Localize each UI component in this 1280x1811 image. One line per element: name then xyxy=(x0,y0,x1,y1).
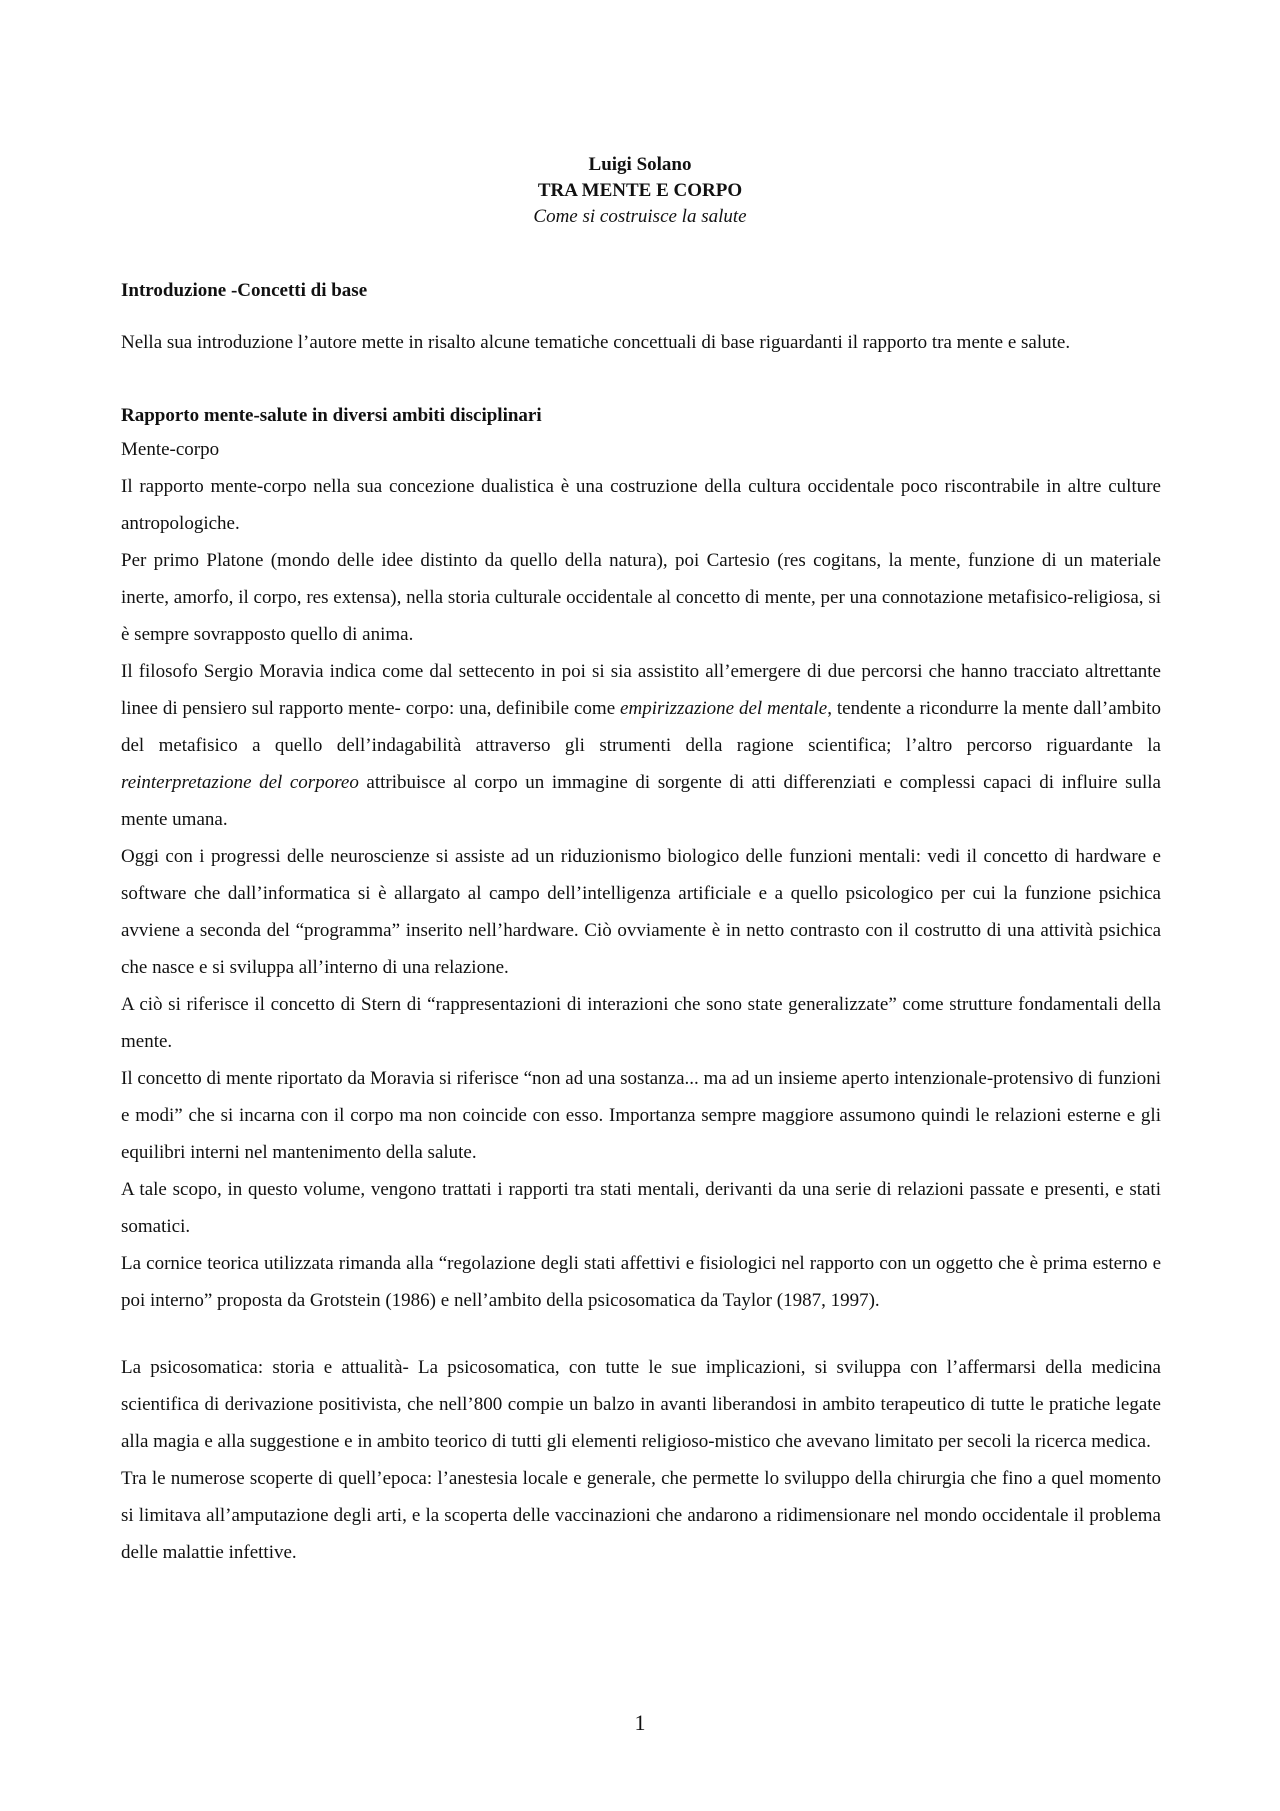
document-body xyxy=(121,276,1161,1571)
page-number: 1 xyxy=(634,1710,646,1735)
paragraph-2: Per primo Platone (mondo delle idee distinto da quello della natura), poi Cartesio (res cogitans, la mente, funzione di un materiale inerte, amorfo, il corpo, res extensa), nella storia culturale occidentale al concetto di mente, per una connotazione metafisico-religiosa, si è sempre sovrapposto quello di anima. xyxy=(121,550,1161,645)
paragraph-3-part-b: , tendente a ricondurre la mente dall’ambito del metafisico a quello dell’indagabilità attraverso gli strumenti della ragione scientifica; l’altro percorso riguardante la xyxy=(121,698,1162,756)
paragraph-4: Oggi con i progressi delle neuroscienze si assiste ad un riduzionismo biologico delle funzioni mentali: vedi il concetto di hardware e software che dall’informatica si è allargato al campo dell’intelligenza artificiale e a quello psicologico per cui la funzione psichica avviene a seconda del “programma” inserito nell’hardware. Ciò ovviamente è in netto contrasto con il costrutto di una attività psichica che nasce e si sviluppa all’interno di una relazione. xyxy=(121,846,1161,978)
author-name: Luigi Solano xyxy=(588,154,692,175)
paragraph-8: La cornice teorica utilizzata rimanda alla “regolazione degli stati affettivi e fisiologici nel rapporto con un oggetto che è prima esterno e poi interno” proposta da Grotstein (1986) e nell’ambito della psicosomatica da Taylor (1987, 1997). xyxy=(121,1253,1161,1311)
book-title: TRA MENTE E CORPO xyxy=(537,180,743,201)
mente-corpo-subheading: Mente-corpo xyxy=(121,439,220,460)
document-header xyxy=(0,152,1280,230)
emphasis-empirizzazione: empirizzazione del mentale xyxy=(620,698,828,719)
paragraph-6: Il concetto di mente riportato da Moravia si riferisce “non ad una sostanza... ma ad un insieme aperto intenzionale-protensivo di funzioni e modi” che si incarna con il corpo ma non coincide con esso. Importanza sempre maggiore assumono quindi le relazioni esterne e gli equilibri interni nel mantenimento della salute. xyxy=(121,1068,1161,1163)
book-subtitle: Come si costruisce la salute xyxy=(533,206,747,227)
paragraph-5: A ciò si riferisce il concetto di Stern di “rappresentazioni di interazioni che sono state generalizzate” come strutture fondamentali della mente. xyxy=(121,994,1161,1052)
emphasis-reinterpretazione: reinterpretazione del corporeo xyxy=(121,772,359,793)
intro-heading: Introduzione -Concetti di base xyxy=(121,280,368,301)
paragraph-7: A tale scopo, in questo volume, vengono trattati i rapporti tra stati mentali, derivanti da una serie di relazioni passate e presenti, e stati somatici. xyxy=(121,1179,1161,1237)
paragraph-9: La psicosomatica: storia e attualità- La psicosomatica, con tutte le sue implicazioni, si sviluppa con l’affermarsi della medicina scientifica di derivazione positivista, che nell’800 compie un balzo in avanti liberandosi in ambito terapeutico di tutte le pratiche legate alla magia e alla suggestione e in ambito teorico di tutti gli elementi religioso-mistico che avevano limitato per secoli la ricerca medica. xyxy=(121,1357,1161,1452)
paragraph-3 xyxy=(121,653,1161,838)
paragraph-1: Il rapporto mente-corpo nella sua concezione dualistica è una costruzione della cultura occidentale poco riscontrabile in altre culture antropologiche. xyxy=(121,476,1161,534)
paragraph-10: Tra le numerose scoperte di quell’epoca: l’anestesia locale e generale, che permette lo sviluppo della chirurgia che fino a quel momento si limitava all’amputazione degli arti, e la scoperta delle vaccinazioni che andarono a ridimensionare nel mondo occidentale il problema delle malattie infettive. xyxy=(121,1468,1161,1563)
paragraph-3-part-c: attribuisce al corpo un immagine di sorgente di atti differenziati e complessi capaci di influire sulla mente umana. xyxy=(121,772,1161,830)
intro-paragraph: Nella sua introduzione l’autore mette in risalto alcune tematiche concettuali di base riguardanti il rapporto tra mente e salute. xyxy=(121,332,1071,353)
paragraph-3-part-a: Il filosofo Sergio Moravia indica come dal settecento in poi si sia assistito all’emergere di due percorsi che hanno tracciato altrettante linee di pensiero sul rapporto mente- corpo: una, definibile come xyxy=(121,661,1161,719)
rapporto-heading: Rapporto mente-salute in diversi ambiti disciplinari xyxy=(121,405,542,426)
